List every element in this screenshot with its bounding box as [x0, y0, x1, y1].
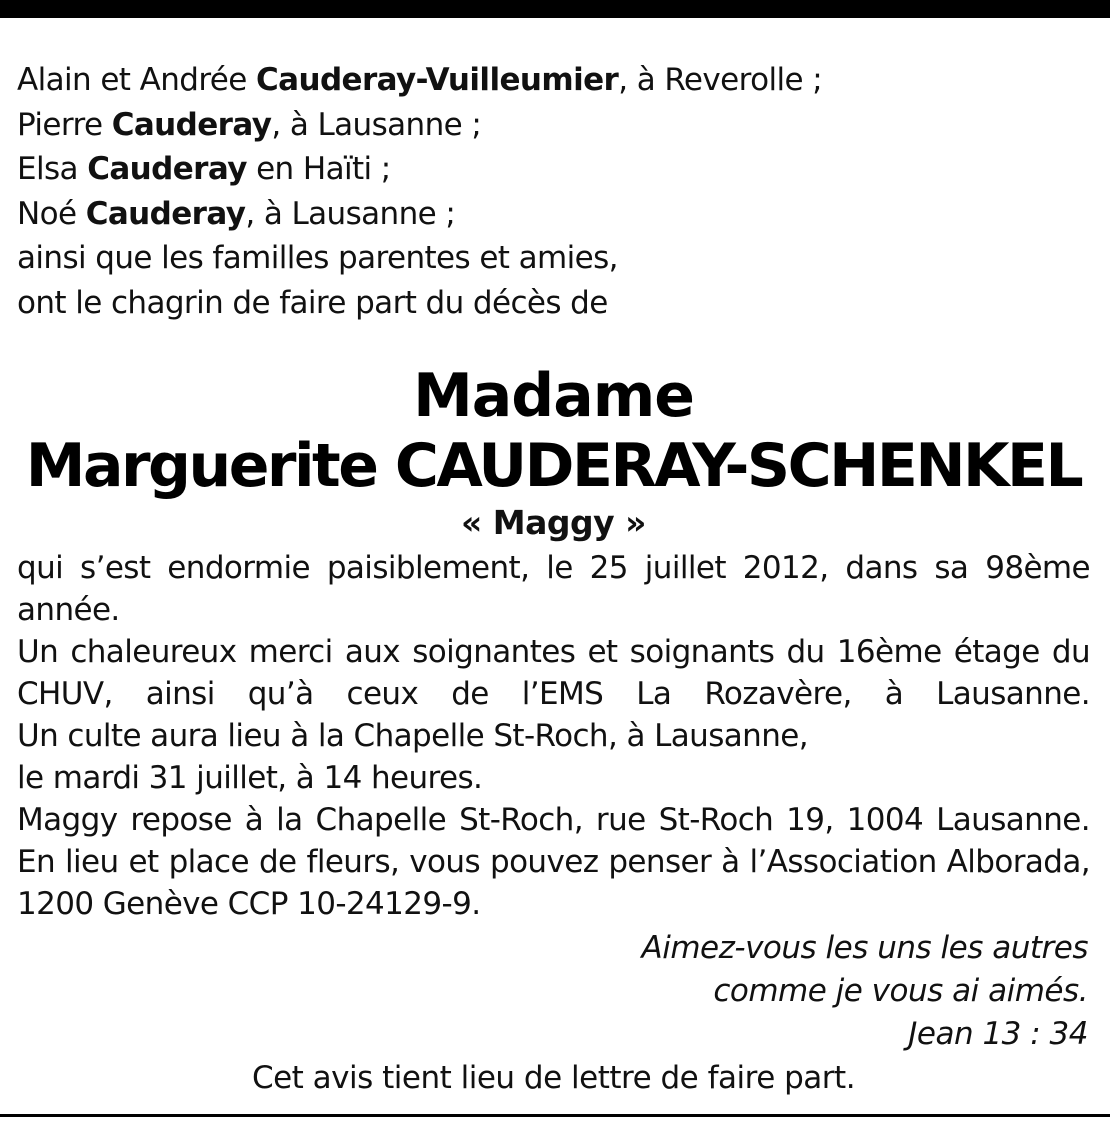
family-prefix: Noé: [17, 195, 86, 232]
bottom-border-rule: [0, 1114, 1110, 1117]
obituary-notice: [17, 58, 1090, 1100]
quote-line: Aimez-vous les uns les autres: [641, 930, 1088, 966]
body-line: Maggy repose à la Chapelle St-Roch, rue St-Roch 19, 1004 Lausanne.: [17, 802, 1090, 838]
deceased-honorific: Madame: [413, 361, 694, 431]
body-line: En lieu et place de fleurs, vous pouvez penser à l’Association Alborada,: [17, 844, 1090, 880]
family-surname: Cauderay: [87, 151, 247, 187]
family-prefix: Pierre: [17, 106, 112, 143]
family-surname: Cauderay: [85, 195, 246, 232]
family-line: [17, 103, 1090, 148]
quote-reference: Jean 13 : 34: [908, 1016, 1088, 1052]
intro-line: ont le chagrin de faire part du décès de: [17, 284, 608, 321]
family-list: [17, 58, 1090, 325]
family-suffix: , à Lausanne ;: [245, 195, 456, 232]
family-line: [17, 192, 1090, 237]
family-prefix: Elsa: [17, 151, 88, 187]
family-prefix: Alain et Andrée: [17, 62, 257, 98]
closing-statement: Cet avis tient lieu de lettre de faire part.: [251, 1060, 856, 1096]
notice-body: [17, 547, 1090, 925]
body-line: le mardi 31 juillet, à 14 heures.: [17, 760, 483, 796]
body-line: Un chaleureux merci aux soignantes et soignants du 16ème étage du: [17, 634, 1090, 670]
family-suffix: , à Lausanne ;: [271, 106, 482, 143]
deceased-name: Marguerite CAUDERAY-SCHENKEL: [25, 431, 1082, 501]
family-surname: Cauderay: [111, 106, 272, 143]
family-line: [17, 58, 1090, 103]
family-surname: Cauderay-Vuilleumier: [256, 62, 619, 98]
intro-line: ainsi que les familles parentes et amies,: [17, 240, 618, 276]
body-line: qui s’est endormie paisiblement, le 25 juillet 2012, dans sa 98ème: [17, 550, 1090, 586]
bible-quote: [17, 927, 1090, 1056]
quote-line: comme je vous ai aimés.: [713, 973, 1088, 1009]
body-line: 1200 Genève CCP 10-24129-9.: [17, 886, 481, 922]
top-border-rule: [0, 0, 1110, 18]
family-suffix: , à Reverolle ;: [618, 62, 823, 98]
deceased-nickname: « Maggy »: [461, 503, 646, 542]
body-line: Un culte aura lieu à la Chapelle St-Roch, à Lausanne,: [17, 718, 808, 754]
body-line: CHUV, ainsi qu’à ceux de l’EMS La Rozavère, à Lausanne.: [17, 676, 1090, 712]
family-line: [17, 147, 1090, 192]
body-line: année.: [17, 592, 120, 628]
family-suffix: en Haïti ;: [246, 151, 391, 187]
